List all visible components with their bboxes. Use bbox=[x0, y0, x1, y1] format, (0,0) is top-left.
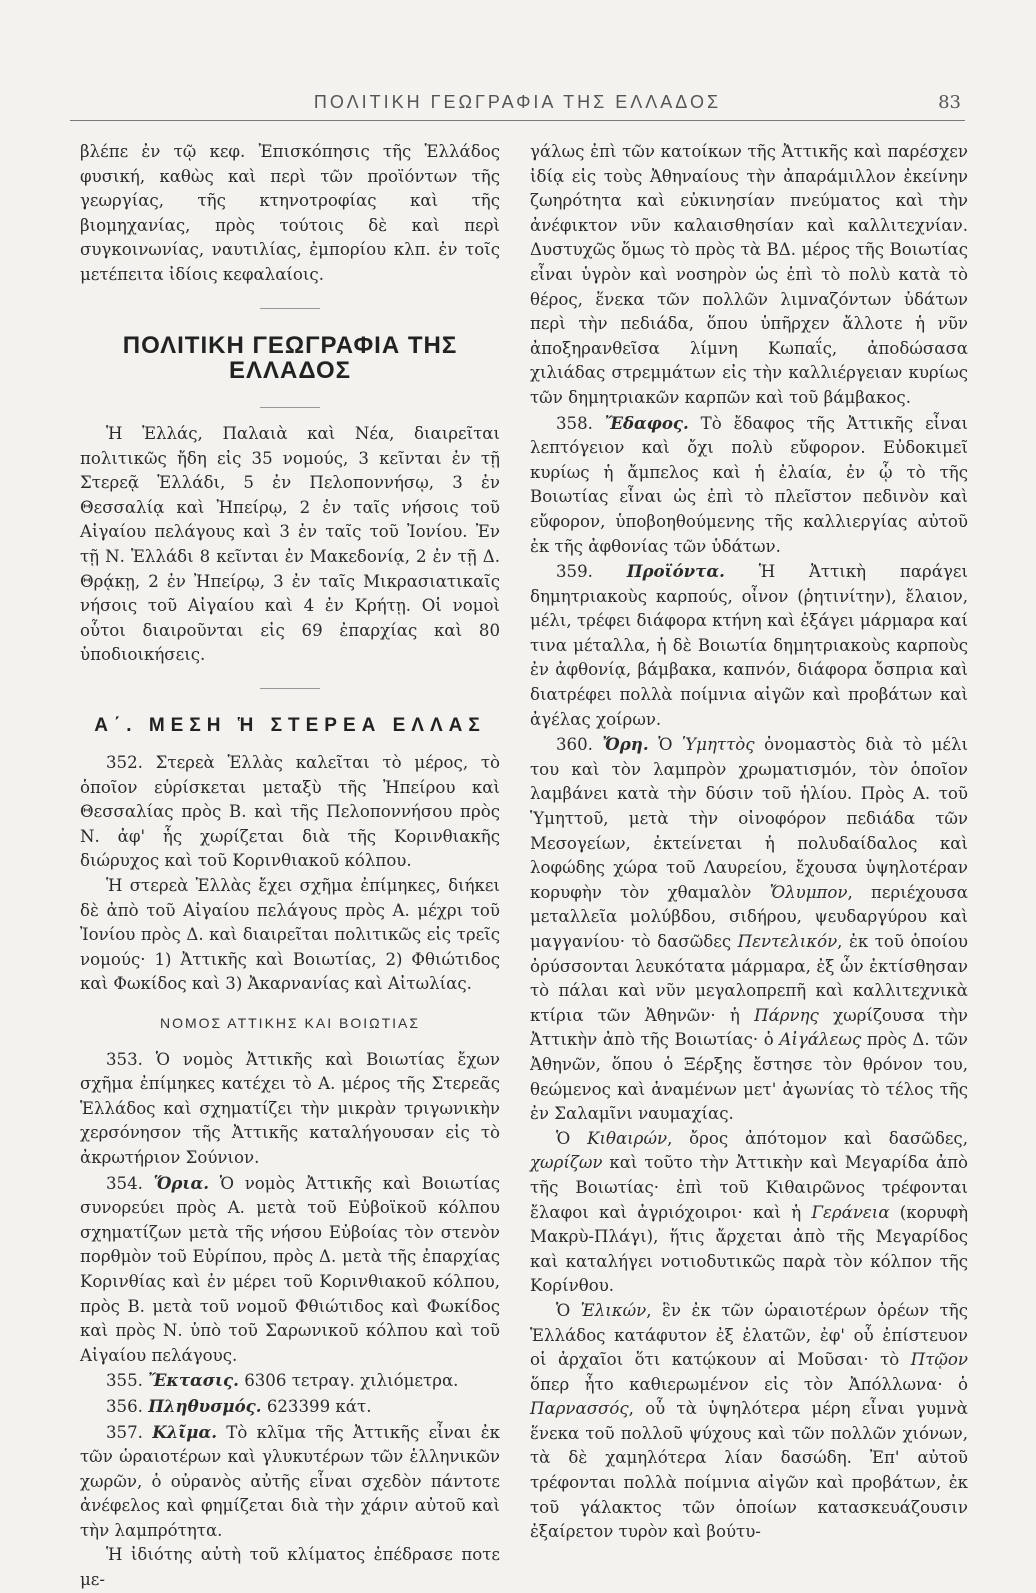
para-label: Προϊόντα. bbox=[626, 561, 725, 582]
para-text: , ἐκ τοῦ ὁποίου ὀρύσσονται λευκότατα μάρμαρα, ἐξ ὧν ἐκτίσθησαν τὸ πάλαι καὶ νῦν μεγαλοπρεπῆ καὶ καλλιτεχνικὰ κτίρια τῶν Ἀθηνῶν· ἡ bbox=[530, 932, 968, 1025]
para-text: Ἡ Ἀττικὴ παράγει δημητριακοὺς καρπούς, οἶνον (ῥητινίτην), ἔλαιον, μέλι, τρέφει διάφορα κτήνη καὶ ἐξάγει μάρμαρα καί τινα μέταλλα, ἡ δὲ Βοιωτία δημητριακοὺς καρποὺς ἐν ἀφθονίᾳ, βάμβακα, καπνόν, διάφορα ὄσπρια καὶ διατρέφει πολλὰ ποίμνια αἰγῶν καὶ προβάτων καὶ ἀγέλας χοίρων. bbox=[530, 562, 969, 729]
division-paragraph: Ἡ Ἑλλάς, Παλαιὰ καὶ Νέα, διαιρεῖται πολιτικῶς ἤδη εἰς 35 νομούς, 3 κεῖνται ἐν τῇ Στερεᾷ Ἑλλάδι, 5 ἐν Πελοποννήσῳ, 3 ἐν Θεσσαλίᾳ καὶ Ἠπείρῳ, 2 ἐν ταῖς νήσοις τοῦ Αἰγαίου πελάγους καὶ 3 ἐν ταῖς τοῦ Ἰονίου. Ἐν τῇ Ν. Ἑλλάδι 8 κεῖνται ἐν Μακεδονίᾳ, 2 ἐν τῇ Δ. Θρᾴκῃ, 2 ἐν Ἠπείρῳ, 3 ἐν ταῖς Μικρασιατικαῖς νήσοις τοῦ Αἰγαίου καὶ 4 ἐν Κρήτῃ. Οἱ νομοὶ οὗτοι διαιροῦνται εἰς 69 ἐπαρχίας καὶ 80 ὑποδιοικήσεις. bbox=[80, 423, 500, 665]
para-number: 357. bbox=[106, 1422, 143, 1442]
paragraph-360 bbox=[530, 732, 968, 1127]
para-text: Ὁ νομὸς Ἀττικῆς καὶ Βοιωτίας συνορεύει πρὸς Α. μετὰ τοῦ Εὐβοϊκοῦ κόλπου σχηματίζων μετὰ τῆς νήσου Εὐβοίας τὸν στενὸν πορθμὸν τοῦ Εὐρίπου, πρὸς Δ. μετὰ τῆς ἐπαρχίας Κορινθίας καὶ ἐν μέρει τοῦ Κορινθιακοῦ κόλπου, πρὸς Β. μετὰ τοῦ νομοῦ Φθιώτιδος καὶ Φωκίδος καὶ πρὸς Ν. ὑπὸ τοῦ Σαρωνικοῦ κόλπου καὶ τοῦ Αἰγαίου πελάγους. bbox=[80, 1173, 500, 1365]
para-text: Ὁ bbox=[556, 1128, 571, 1148]
para-text: , ὄρος ἀπότομον καὶ δασῶδες, bbox=[667, 1128, 968, 1148]
paragraph-357b: Ἡ ἰδιότης αὐτὴ τοῦ κλίματος ἐπέδρασε ποτε με- bbox=[80, 1545, 500, 1590]
mountain-name: Γεράνεια bbox=[811, 1202, 890, 1222]
mountain-name: Πάρνης bbox=[754, 1005, 819, 1025]
paragraph-kithairon bbox=[530, 1127, 968, 1299]
para-text: καὶ τοῦτο τὴν Ἀττικὴν καὶ Μεγαρίδα ἀπὸ τῆς Βοιωτίας· ἐπὶ τοῦ Κιθαιρῶνος τρέφονται ἔλαφοι καὶ ἀγριόχοιροι· καὶ ἡ bbox=[530, 1153, 968, 1222]
para-text: ὅπερ ἦτο καθιερωμένον εἰς τὸν Ἀπόλλωνα· ὁ bbox=[530, 1374, 968, 1394]
section-rule bbox=[80, 672, 500, 697]
para-label: Ἔδαφος. bbox=[604, 412, 689, 433]
para-number: 359. bbox=[556, 562, 593, 582]
paragraph-352b: Ἡ στερεὰ Ἑλλὰς ἔχει σχῆμα ἐπίμηκες, διήκει δὲ ἀπὸ τοῦ Αἰγαίου πελάγους πρὸς Α. μέχρι τοῦ Ἰονίου πρὸς Δ. καὶ διαιρεῖται πολιτικῶς εἰς τρεῖς νομούς· 1) Ἀττικῆς καὶ Βοιωτίας, 2) Φθιώτιδος καὶ Φωκίδος καὶ 3) Ἀκαρνανίας καὶ Αἰτωλίας. bbox=[80, 876, 500, 994]
para-number: 358. bbox=[556, 413, 593, 433]
para-text: πρὸς Δ. τῶν Ἀθηνῶν, ὅπου ὁ Ξέρξης ἔστησε τὸν θρόνον του, θεώμενος καὶ ἀναμένων μετ' ἀγωνίας τὸ τέλος τῆς ἐν Σαλαμῖνι ναυμαχίας. bbox=[530, 1030, 968, 1124]
para-label: Ὅρια. bbox=[153, 1172, 209, 1193]
para-text: (κορυφὴ Μακρὺ-Πλάγι), ἥτις ἄρχεται ἀπὸ τῆς Μεγαρίδος καὶ καταλήγει νοτιοδυτικῶς παρὰ τὸν κόλπον τῆς Κορίνθου. bbox=[530, 1202, 969, 1296]
section-title: Α΄. ΜΕΣΗ Ἡ ΣΤΕΡΕΑ ΕΛΛΑΣ bbox=[94, 715, 486, 737]
para-text: , ἓν ἐκ τῶν ὡραιοτέρων ὀρέων τῆς Ἑλλάδος κατάφυτον ἐξ ἐλατῶν, ἐφ' οὗ ἐπίστευον οἱ ἀρχαῖοι ὅτι κατῴκουν αἱ Μοῦσαι· τὸ bbox=[530, 1300, 968, 1370]
para-text: 6306 τετραγ. χιλιόμετρα. bbox=[244, 1371, 459, 1391]
mountain-name: Αἰγάλεως bbox=[779, 1030, 862, 1050]
left-column bbox=[80, 140, 500, 1593]
mountain-name: Κιθαιρών bbox=[587, 1128, 668, 1148]
para-label: Κλῖμα. bbox=[152, 1421, 217, 1442]
paragraph-359 bbox=[530, 559, 968, 732]
paragraph-353: 353. Ὁ νομὸς Ἀττικῆς καὶ Βοιωτίας ἔχων σχῆμα ἐπίμηκες κατέχει τὸ Α. μέρος τῆς Στερεᾶς Ἑλλάδος καὶ σχηματίζει τὴν μικρὰν τριγωνικὴν χερσόνησον τῆς Ἀττικῆς καταλήγουσαν εἰς τὸ ἀκρωτήριον Σούνιον. bbox=[80, 1049, 500, 1167]
para-number: 354. bbox=[106, 1173, 143, 1193]
mountain-name: Πεντελικόν bbox=[737, 932, 838, 951]
mountain-name: Ὄλυμπον bbox=[769, 882, 848, 902]
ornamental-separator bbox=[80, 292, 500, 317]
paragraph-355 bbox=[80, 1368, 500, 1394]
para-text: , οὗ τὰ ὑψηλότερα μέρη εἶναι γυμνὰ ἕνεκα τοῦ πολλοῦ ψύχους καὶ τῶν πολλῶν χιόνων, τὰ δὲ χαμηλότερα λίαν δασώδη. Ἐπ' αὐτοῦ τρέφονται πολλὰ ποίμνια αἰγῶν καὶ προβάτων, ἐκ τοῦ γάλακτος τῶν ὁποίων κατασκευάζουσιν ἐξαίρετον τυρὸν καὶ βούτυ- bbox=[530, 1399, 968, 1542]
para-label: Ὄρη. bbox=[602, 734, 649, 755]
running-header bbox=[70, 90, 965, 121]
chapter-title: ΠΟΛΙΤΙΚΗ ΓΕΩΓΡΑΦΙΑ ΤΗΣ ΕΛΛΑΔΟΣ bbox=[122, 332, 458, 384]
continuation-paragraph: γάλως ἐπὶ τῶν κατοίκων τῆς Ἀττικῆς καὶ παρέσχεν ἰδίᾳ εἰς τοὺς Ἀθηναίους τὴν ἀπαράμιλλον ἐκείνην ζωηρότητα καὶ εὐκινησίαν πνεύματος καὶ τὴν ἀνέφικτον νῦν καλαισθησίαν καὶ καλλιτεχνίαν. Δυστυχῶς ὅμως τὸ πρὸς τὰ ΒΔ. μέρος τῆς Βοιωτίας εἶναι ὑγρὸν καὶ νοσηρὸν ὡς ἐπὶ τὸ πολὺ κατὰ τὸ θέρος, ἕνεκα τῶν πολλῶν λιμναζόντων ὑδάτων περὶ τὴν πεδιάδα, ὅπου ὑπῆρχεν ἄλλοτε ἡ νῦν ἀποξηρανθεῖσα λίμνη Κωπαΐς, ἀποδώσασα χιλιάδας στρεμμάτων εἰς τὴν καλλιέργειαν κυρίως τῶν δημητριακῶν καρπῶν καὶ τοῦ βάμβακος. bbox=[530, 142, 968, 407]
subsection-title: ΝΟΜΟΣ ΑΤΤΙΚΗΣ ΚΑΙ ΒΟΙΩΤΙΑΣ bbox=[159, 1015, 421, 1031]
paragraph-358 bbox=[530, 411, 968, 560]
para-text: ὀνομαστὸς διὰ τὸ μέλι του καὶ τὸν λαμπρὸν χρωματισμόν, τὸν ὁποῖον λαμβάνει κατὰ τὴν δύσιν τοῦ ἡλίου. Πρὸς Α. τοῦ Ὑμηττοῦ, μετὰ τὴν οἰνοφόρον πεδιάδα τῶν Μεσογείων, ἐκτείνεται ἡ πολυδαίδαλος καὶ λοφώδης χώρα τοῦ Λαυρείου, ἔχουσα ὑψηλοτέραν κορυφὴν τὸν χθαμαλὸν bbox=[530, 735, 969, 902]
para-text: Ὁ bbox=[556, 1300, 571, 1320]
para-text: Τὸ κλῖμα τῆς Ἀττικῆς εἶναι ἐκ τῶν ὡραιοτέρων καὶ γλυκυτέρων τῶν ἑλληνικῶν χωρῶν, ὁ οὐρανὸς αὐτῆς εἶναι σχεδὸν πάντοτε ἀνέφελος καὶ φημίζεται διὰ τὴν χάριν αὐτοῦ καὶ τὴν λαμπρότητα. bbox=[80, 1422, 501, 1540]
para-text: 623399 κάτ. bbox=[266, 1396, 372, 1416]
mountain-name: Ἑλικών bbox=[580, 1300, 647, 1320]
right-column bbox=[530, 140, 968, 1545]
para-label: Πληθυσμός. bbox=[148, 1395, 262, 1416]
mountain-name: Παρνασσός bbox=[530, 1399, 629, 1419]
para-label: Ἔκτασις. bbox=[148, 1370, 239, 1391]
paragraph-356 bbox=[80, 1394, 500, 1420]
paragraph-352: 352. Στερεὰ Ἑλλὰς καλεῖται τὸ μέρος, τὸ ὁποῖον εὑρίσκεται μεταξὺ τῆς Ἠπείρου καὶ Θεσσαλίας πρὸς Β. καὶ τῆς Πελοποννήσου πρὸς Ν. ἀφ' ἧς χωρίζεται διὰ τῆς Κορινθιακῆς διώρυχος καὶ τοῦ Κορινθιακοῦ κόλπου. bbox=[80, 753, 500, 871]
intro-paragraph: βλέπε ἐν τῷ κεφ. Ἐπισκόπησις τῆς Ἑλλάδος φυσική, καθὼς καὶ περὶ τῶν προϊόντων τῆς γεωργίας, τῆς κτηνοτροφίας καὶ τῆς βιομηχανίας, πρὸς τούτοις δὲ καὶ περὶ συγκοινωνίας, ναυτιλίας, ἐμπορίου κλπ. ἐν τοῖς μετέπειτα ἰδίοις κεφαλαίοις. bbox=[80, 142, 500, 284]
mountain-name: Πτῷον bbox=[910, 1350, 968, 1370]
mountain-name: Ὑμηττὸς bbox=[682, 735, 755, 755]
para-text: Τὸ ἔδαφος τῆς Ἀττικῆς εἶναι λεπτόγειον καὶ ὄχι πολὺ εὔφορον. Εὐδοκιμεῖ κυρίως ἡ ἄμπελος καὶ ἡ ἐλαία, ἐν ᾧ τὸ τῆς Βοιωτίας εἶναι ὡς ἐπὶ τὸ πλεῖστον πεδινὸν καὶ εὔφορον, ὑποβοηθούμενης τῆς καλλιεργίας αὐτοῦ ἐκ τῆς ἀφθονίας τῶν ὑδάτων. bbox=[530, 413, 968, 556]
running-title: ΠΟΛΙΤΙΚΗ ΓΕΩΓΡΑΦΙΑ ΤΗΣ ΕΛΛΑΔΟΣ bbox=[313, 92, 722, 112]
para-text: , περιέχουσα μεταλλεῖα μολύβδου, σιδήρου, ψευδαργύρου καὶ μαγγανίου· τὸ δασῶδες bbox=[530, 882, 969, 951]
page-number: 83 bbox=[938, 92, 961, 113]
paragraph-helikon bbox=[530, 1299, 968, 1545]
paragraph-357 bbox=[80, 1420, 500, 1544]
para-text: χωρίζουσα τὴν Ἀττικὴν ἀπὸ τῆς Βοιωτίας· ὁ bbox=[530, 1005, 968, 1050]
para-number: 356. bbox=[106, 1396, 143, 1416]
para-number: 355. bbox=[106, 1371, 143, 1391]
paragraph-354 bbox=[80, 1171, 500, 1369]
emphasis-word: χωρίζων bbox=[530, 1153, 603, 1173]
para-text: Ὁ bbox=[658, 735, 673, 755]
title-rule bbox=[80, 391, 500, 416]
para-number: 360. bbox=[556, 735, 593, 755]
